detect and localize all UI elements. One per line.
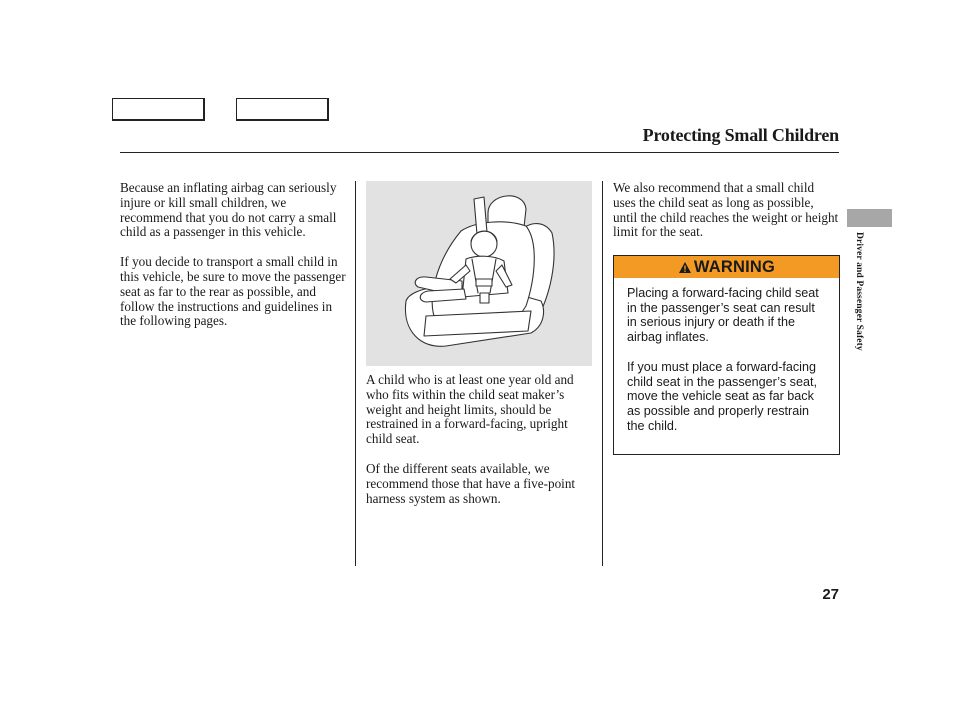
warning-triangle-icon [678,261,692,274]
left-paragraph-1: Because an inflating airbag can seriously injure or kill small children, we recommend that you do not carry a small child as a passenger in this vehicle. [120,180,337,240]
child-seat-drawing [366,181,592,366]
column-divider [602,181,603,566]
child-seat-illustration [366,181,592,366]
section-label: Driver and Passenger Safety [854,232,865,351]
warning-header [614,256,839,278]
page-title: Protecting Small Children [642,125,839,145]
nav-button-previous[interactable] [112,98,205,121]
right-column [613,181,839,255]
middle-column [366,373,582,521]
right-paragraph-1: We also recommend that a small child uses the child seat as long as possible, until the child reaches the weight or height limit for the seat. [613,180,839,240]
nav-button-next[interactable] [236,98,329,121]
middle-paragraph-1: A child who is at least one year old and who fits within the child seat maker’s weight and height limits, should be restrained in a forward-facing, upright child seat. [366,372,574,447]
warning-heading: WARNING [693,258,776,276]
column-divider [355,181,356,566]
left-paragraph-2: If you decide to transport a small child in this vehicle, be sure to move the passenger seat as far to the rear as possible, and follow the instructions and guidelines in the following pages. [120,254,346,329]
section-tab [847,209,892,227]
warning-paragraph-1: Placing a forward-facing child seat in the passenger’s seat can result in serious injury or death if the airbag inflates. [627,286,819,345]
warning-box [613,255,840,455]
middle-paragraph-2: Of the different seats available, we recommend those that have a five-point harness system as shown. [366,460,576,506]
page-number: 27 [822,586,839,603]
left-column [120,181,348,344]
warning-paragraph-2: If you must place a forward-facing child seat in the passenger’s seat, move the vehicle seat as far back as possible and properly restrain the child. [627,359,817,433]
warning-text [627,286,827,448]
title-rule [120,152,839,153]
